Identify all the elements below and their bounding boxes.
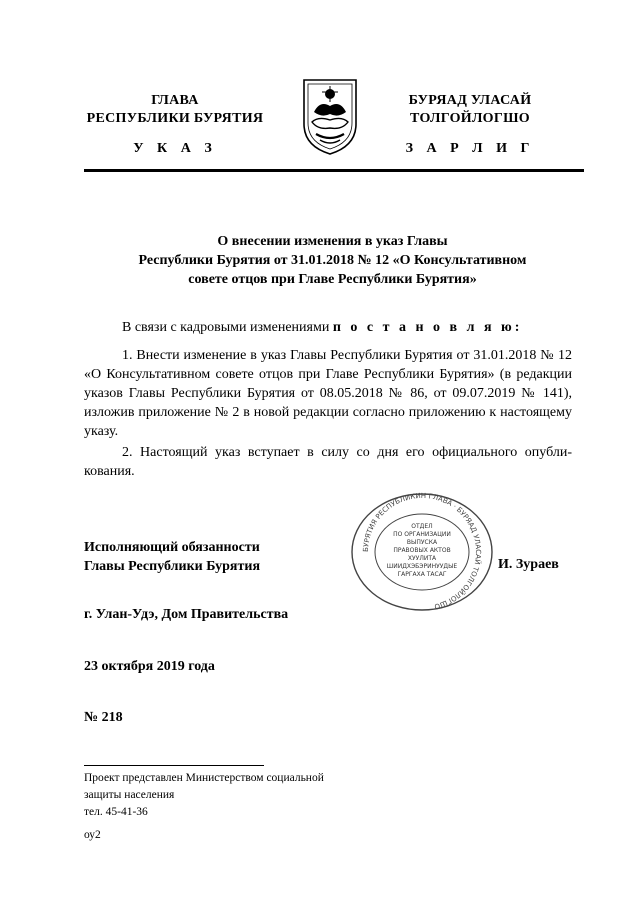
stamp-line: ПРАВОВЫХ АКТОВ <box>393 547 451 554</box>
signatory-position-line1: Исполняющий обязанности <box>84 540 260 555</box>
stamp-line: ШИИДХЭБЭРИНУУДЫЕ <box>386 563 458 570</box>
intro-text: В связи с кадровыми изменениями <box>122 320 333 335</box>
footer-code: оу2 <box>84 829 101 841</box>
stamp-line: ПО ОРГАНИЗАЦИИ <box>393 531 451 538</box>
stamp-line: ГАРГАХА ТАСАГ <box>397 571 447 578</box>
issuer-left-line1: ГЛАВА <box>151 93 199 108</box>
doc-type-right: З А Р Л И Г <box>405 141 535 156</box>
item-2-paragraph: 2. Настоящий указ вступает в силу со дня его официального опубли-кования. <box>84 445 572 479</box>
document-title <box>90 232 575 289</box>
intro-paragraph <box>84 318 572 337</box>
stamp-line: ХУУЛИТА <box>407 555 437 562</box>
signatory-position <box>84 538 260 576</box>
issuer-left-line2: РЕСПУБЛИКИ БУРЯТИЯ <box>86 111 264 126</box>
official-stamp <box>350 492 494 612</box>
signatory-name: И. Зураев <box>498 557 559 572</box>
header-dotted-line <box>120 174 590 176</box>
issue-place: г. Улан-Удэ, Дом Правительства <box>84 607 289 622</box>
footer-divider <box>84 765 264 766</box>
item-1-paragraph: 1. Внести изменение в указ Главы Республики Бурятия от 31.01.2018 № 12 «О Консультативном совете отцов при Главе Республики Бурятия» (в редакции указов Главы Республики Бурятия от 08.05.2018 № 86, от 09.07.2019 № 141), изложив приложение № 2 в новой редакции согласно приложению к настоящему указу. <box>84 348 572 439</box>
issuer-right-line1: БУРЯАД УЛАСАЙ <box>408 93 532 108</box>
issue-date: 23 октября 2019 года <box>84 659 215 674</box>
issuer-right-line2: ТОЛГОЙЛОГШО <box>410 111 530 126</box>
stamp-line: ОТДЕЛ <box>411 523 433 530</box>
footer-line-2: защиты населения <box>84 789 175 801</box>
signatory-position-line2: Главы Республики Бурятия <box>84 559 261 574</box>
stamp-ring-text: БУРЯТИЯ РЕСПУБЛИКИН ГЛАВА · БУРЯАД УЛАСАЙ ТОЛГОЙЛОГШО <box>361 492 483 611</box>
intro-keyword: п о с т а н о в л я ю: <box>332 320 523 335</box>
footer-phone: тел. 45-41-36 <box>84 806 148 818</box>
doc-type-left: У К А З <box>133 141 217 156</box>
footer-note <box>84 770 324 844</box>
title-line-2: Республики Бурятия от 31.01.2018 № 12 «О Консультативном <box>138 253 527 268</box>
issuer-right <box>360 92 580 128</box>
title-line-1: О внесении изменения в указ Главы <box>217 234 448 249</box>
header-divider <box>84 169 584 172</box>
document-number: № 218 <box>84 710 123 725</box>
footer-line-1: Проект представлен Министерством социальной <box>84 772 324 784</box>
issuer-left <box>70 92 280 128</box>
title-line-3: совете отцов при Главе Республики Бурятия» <box>188 272 477 287</box>
stamp-line: ВЫПУСКА <box>406 539 438 546</box>
coat-of-arms-icon <box>298 72 362 156</box>
